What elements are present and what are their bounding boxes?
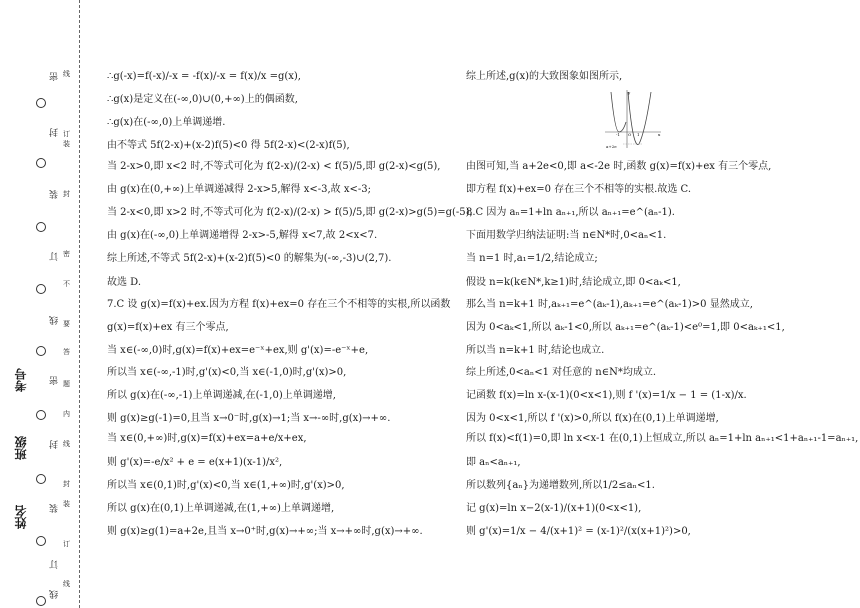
margin-guide-char: 订 [63,130,70,138]
margin-guide-char: 封 [63,480,70,488]
solution-line: 由图可知,当 a+2e<0,即 a<-2e 时,函数 g(x)=f(x)+ex 有三个零点, [466,161,772,172]
binding-hole-circle [36,222,46,232]
solution-line: 记 g(x)=ln x−2(x-1)/(x+1)(0<x<1), [466,503,642,514]
solution-line: 则 g'(x)=1/x − 4/(x+1)² = (x-1)²/(x(x+1)²)>0, [466,526,691,537]
y-axis-label: y [628,90,631,95]
margin-guide-char: 装 [63,500,70,508]
tick-one: 1 [637,132,640,137]
margin-guide-char: 订 [63,540,70,548]
margin-guide-char: 要 [63,320,70,328]
origin-label: O [628,132,632,137]
seal-char: 封 [50,128,60,137]
seal-char: 订 [50,560,60,569]
seal-char: 密 [50,376,60,385]
exam-number-label: 考号 [14,368,28,392]
seal-char: 装 [50,504,60,513]
solution-line: 当 x∈(-∞,0)时,g(x)=f(x)+ex=e⁻ˣ+ex,则 g'(x)=-e⁻ˣ+e, [107,345,369,356]
binding-hole-circle [36,474,46,484]
solution-line: 7.C 设 g(x)=f(x)+ex.因为方程 f(x)+ex=0 存在三个不相等的实根,所以函数 [107,299,451,310]
solution-line: 那么当 n=k+1 时,aₖ₊₁=e^(aₖ-1),aₖ₊₁=e^(aₖ-1)>0 显然成立, [466,299,753,310]
solution-line: 当 n=1 时,a₁=1/2,结论成立; [466,253,598,264]
solution-line: ∴g(x)在(-∞,0)上单调递增. [107,117,226,128]
solution-line: 综上所述,0<aₙ<1 对任意的 n∈N*均成立. [466,367,657,378]
seal-char: 封 [50,440,60,449]
solution-line: 综上所述,g(x)的大致图象如图所示, [466,71,623,82]
binding-hole-circle [36,158,46,168]
margin-guide-char: 线 [63,580,70,588]
solution-line: 所以当 x∈(0,1)时,g'(x)<0,当 x∈(1,+∞)时,g'(x)>0, [107,480,345,491]
solution-line: 由 g(x)在(0,+∞)上单调递减得 2-x>5,解得 x<-3,故 x<-3; [107,184,371,195]
solution-line: ∴g(-x)=f(-x)/-x = -f(x)/-x = f(x)/x =g(x), [107,71,301,82]
function-graph-figure [603,88,663,150]
solution-line: 则 g(x)≥g(1)=a+2e,且当 x→0⁺时,g(x)→+∞;当 x→+∞时,g(x)→+∞. [107,526,423,537]
solution-line: 综上所述,不等式 5f(2-x)+(x-2)f(5)<0 的解集为(-∞,-3)∪(2,7). [107,253,392,264]
solution-line: 由 g(x)在(-∞,0)上单调递增得 2-x>-5,解得 x<7,故 2<x<7. [107,230,378,241]
binding-hole-circle [36,346,46,356]
x-axis-label: x [658,132,661,137]
solution-line: 因为 0<x<1,所以 f '(x)>0,所以 f(x)在(0,1)上单调递增, [466,413,719,424]
seal-char: 订 [50,252,60,261]
solution-line: 当 2-x>0,即 x<2 时,不等式可化为 f(2-x)/(2-x) < f(5)/5,即 g(2-x)<g(5), [107,161,441,172]
margin-guide-char: 密 [63,250,70,258]
tick-minus-one: -1 [616,132,620,137]
solution-line: 当 x∈(0,+∞)时,g(x)=f(x)+ex=a+e/x+ex, [107,433,307,444]
margin-guide-char: 内 [63,410,70,418]
solution-line: 所以 g(x)在(-∞,-1)上单调递减,在(-1,0)上单调递增, [107,390,336,401]
seal-char: 装 [50,190,60,199]
solution-line: 即 aₙ<aₙ₊₁, [466,457,521,468]
solution-line: 下面用数学归纳法证明:当 n∈N*时,0<aₙ<1. [466,230,667,241]
solution-line: 即方程 f(x)+ex=0 存在三个不相等的实根.故选 C. [466,184,692,195]
solution-line: 所以当 x∈(-∞,-1)时,g'(x)<0,当 x∈(-1,0)时,g'(x)>0, [107,367,347,378]
solution-line: 所以 f(x)<f(1)=0,即 ln x<x-1 在(0,1)上恒成立,所以 aₙ=1+ln aₙ₊₁<1+aₙ₊₁-1=aₙ₊₁, [466,433,859,444]
name-label: 姓名 [14,505,28,529]
margin-guide-char: 线 [63,70,70,78]
binding-margin [0,0,100,608]
margin-guide-char: 封 [63,190,70,198]
seal-char: 线 [50,590,60,599]
min-value-label: a+2e [606,144,617,149]
class-label: 班级 [14,436,28,460]
margin-guide-char: 不 [63,280,70,288]
solution-line: 所以数列{aₙ}为递增数列,所以1/2≤aₙ<1. [466,480,655,491]
seal-char: 密 [50,72,60,81]
solution-line: 所以 g(x)在(0,1)上单调递减,在(1,+∞)上单调递增, [107,503,335,514]
binding-dashed-line [79,0,80,608]
margin-guide-char: 装 [63,140,70,148]
curve-left-branch [611,92,626,132]
solution-line: 8.C 因为 aₙ=1+ln aₙ₊₁,所以 aₙ₊₁=e^(aₙ-1). [466,207,675,218]
solution-line: 当 2-x<0,即 x>2 时,不等式可化为 f(2-x)/(2-x) > f(5)/5,即 g(2-x)>g(5)=g(-5), [107,207,473,218]
margin-guide-char: 答 [63,348,70,356]
solution-line: 则 g'(x)=-e/x² + e = e(x+1)(x-1)/x², [107,457,283,468]
binding-hole-circle [36,536,46,546]
solution-line: 由不等式 5f(2-x)+(x-2)f(5)<0 得 5f(2-x)<(2-x)f(5), [107,140,350,151]
solution-line: 故选 D. [107,277,142,288]
binding-hole-circle [36,596,46,606]
solution-line: g(x)=f(x)+ex 有三个零点, [107,322,229,333]
solution-line: 假设 n=k(k∈N*,k≥1)时,结论成立,即 0<aₖ<1, [466,277,681,288]
margin-guide-char: 题 [63,380,70,388]
binding-hole-circle [36,410,46,420]
binding-hole-circle [36,98,46,108]
margin-guide-char: 线 [63,440,70,448]
solution-line: 因为 0<aₖ<1,所以 aₖ-1<0,所以 aₖ₊₁=e^(aₖ-1)<e⁰=1,即 0<aₖ₊₁<1, [466,322,785,333]
solution-line: 则 g(x)≥g(-1)=0,且当 x→0⁻时,g(x)→1;当 x→-∞时,g(x)→+∞. [107,413,391,424]
binding-hole-circle [36,284,46,294]
solution-line: 记函数 f(x)=ln x-(x-1)(0<x<1),则 f '(x)=1/x − 1 = (1-x)/x. [466,390,747,401]
solution-line: ∴g(x)是定义在(-∞,0)∪(0,+∞)上的偶函数, [107,94,298,105]
seal-char: 线 [50,316,60,325]
solution-line: 所以当 n=k+1 时,结论也成立. [466,345,605,356]
